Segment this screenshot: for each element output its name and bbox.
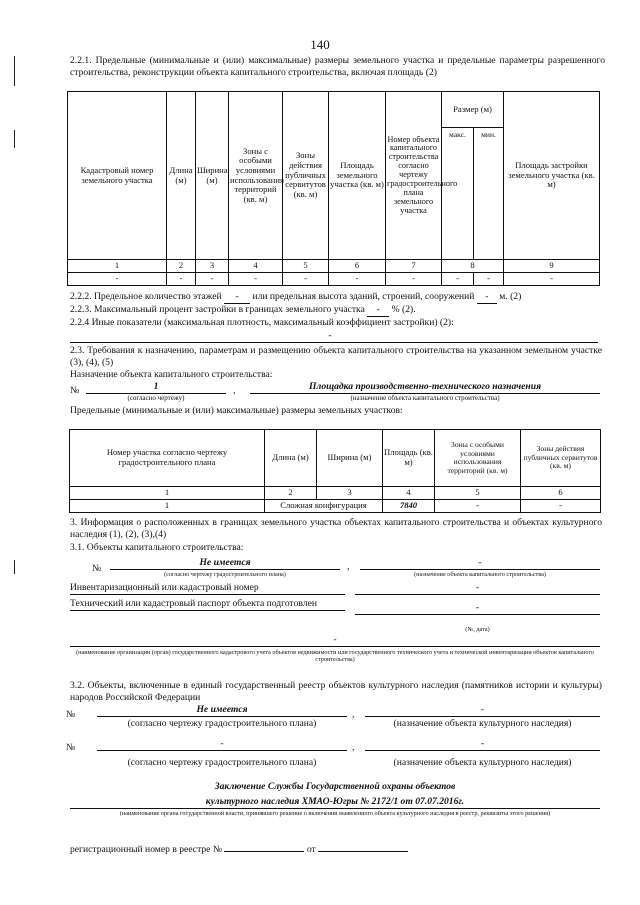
cell-value: - (474, 273, 504, 286)
s224-value: - (328, 330, 332, 341)
section-23-heading: 2.3. Требования к назначению, параметрам и размещению объекта капитального строительства на указанном земельном участке (3), (4), (5) (70, 345, 602, 368)
registry-line (70, 843, 408, 856)
s31-caption-purpose: (назначение объекта капитального строительства) (414, 571, 546, 578)
col-number: 1 (68, 260, 167, 273)
section-221-heading: 2.2.1. Предельные (минимальные и (или) максимальные) размеры земельного участка и предельные параметры разрешенного строительства, реконструкции объекта капитального строительства, включая площадь (2) (70, 55, 605, 78)
cell-area: 7840 (383, 500, 435, 513)
plots-table (69, 429, 601, 513)
th-length: Длина (м) (265, 430, 317, 487)
col-number: 5 (283, 260, 329, 273)
s222-floors-value: - (224, 291, 250, 304)
s31-no-label: № (92, 563, 102, 574)
divider (70, 342, 598, 343)
col-number: 8 (442, 260, 504, 273)
registry-number-field (224, 843, 304, 852)
s23-purpose-value: Площадка производственно-технического назначения (250, 381, 600, 394)
scan-mark-left (14, 560, 15, 574)
th-servitude: Зоны действия публичных сервитутов (кв. м) (283, 92, 329, 260)
col-number: 5 (435, 487, 521, 500)
divider (70, 808, 600, 809)
col-number: 6 (521, 487, 601, 500)
s32-object-value-1: Не имеется (97, 704, 347, 717)
s32-purpose-value-2: - (365, 738, 600, 751)
s23-plot-number: 1 (86, 381, 226, 394)
passport-date-caption: (№, дата) (465, 626, 490, 633)
org-caption: (наименование организации (орган) государственного кадастрового учета объектов недвижимости или государственного технического учета и технической инвентаризации объектов капитального строительства) (76, 649, 594, 664)
th-length: Длина (м) (167, 92, 196, 260)
col-number: 3 (317, 487, 383, 500)
conclusion-caption: (наименование органа государственной власти, принявшего решение о включении выявленного объекта культурного наследия в реестр, реквизиты этого решения) (119, 810, 551, 817)
cell-configuration: Сложная конфигурация (265, 500, 383, 513)
cell-value: - (329, 273, 386, 286)
s32-comma-2: , (352, 742, 355, 753)
conclusion-line-2: культурного наследия ХМАО-Югры № 2172/1 от 07.07.2016г. (205, 796, 465, 807)
s31-purpose-value: - (360, 557, 600, 570)
th-min: мин. (474, 128, 504, 260)
s23-comma: , (233, 385, 236, 396)
params-table (67, 91, 600, 286)
registry-date-field (318, 843, 408, 852)
cell-value: - (283, 273, 329, 286)
s31-comma: , (347, 561, 350, 572)
cell-value: - (229, 273, 283, 286)
conclusion-line-1: Заключение Службы Государственной охраны объектов (214, 781, 456, 792)
cell-zones: - (435, 500, 521, 513)
s222-text3: м. (2) (499, 291, 522, 302)
s32-purpose-value-1: - (365, 704, 600, 717)
col-number: 4 (229, 260, 283, 273)
s32-object-value-2: - (97, 738, 347, 751)
cell-servitude: - (521, 500, 601, 513)
col-number: 4 (383, 487, 435, 500)
col-number: 2 (265, 487, 317, 500)
s32-caption-purpose-1: (назначение объекта культурного наследия) (393, 718, 572, 729)
section-32-heading: 3.2. Объекты, включенные в единый государственный реестр объектов культурного наследия (памятников истории и культуры) народов Российской Федерации (70, 680, 602, 703)
section-222 (70, 291, 610, 304)
th-cadastral: Кадастровый номер земельного участка (68, 92, 167, 260)
section-224: 2.2.4 Иные показатели (максимальная плотность, максимальный коэффициент застройки) (2): (70, 317, 454, 328)
cell-value: - (504, 273, 600, 286)
section-3-heading: 3. Информация о расположенных в границах земельного участка объектах капитального строительства и объектах культурного наследия (1), (2), (3),(4) (70, 517, 602, 540)
s222-height-value: - (477, 291, 497, 304)
section-31-heading: 3.1. Объекты капитального строительства: (70, 542, 244, 553)
th-object-number: Номер объекта капитального строительства согласно чертежу градостроительного плана земельного участка (386, 92, 442, 260)
col-number: 6 (329, 260, 386, 273)
s32-no-label-2: № (66, 742, 76, 753)
passport-label: Технический или кадастровый паспорт объекта подготовлен (70, 598, 345, 611)
s222-text2: или предельная высота зданий, строений, сооружений (252, 291, 475, 302)
s222-text1: 2.2.2. Предельное количество этажей (70, 291, 222, 302)
passport-value: - (355, 602, 600, 615)
inventory-label: Инвентаризационный или кадастровый номер (70, 582, 345, 595)
scan-mark-left (14, 130, 15, 148)
s23-purpose-label: Назначение объекта капитального строительства: (70, 369, 273, 380)
scan-mark-left (14, 56, 15, 86)
registry-label: регистрационный номер в реестре № (70, 844, 222, 855)
th-size: Размер (м) (442, 92, 504, 128)
th-width: Ширина (м) (196, 92, 229, 260)
col-number: 1 (70, 487, 265, 500)
s32-comma-1: , (352, 709, 355, 720)
s23-caption-drawing: (согласно чертежу) (127, 394, 185, 402)
th-area: Площадь земельного участка (кв. м) (329, 92, 386, 260)
th-area: Площадь (кв. м) (383, 430, 435, 487)
s32-no-label-1: № (66, 709, 76, 720)
th-building-area: Площадь застройки земельного участка (кв. м) (504, 92, 600, 260)
th-max: макс. (442, 128, 474, 260)
th-plot-number: Номер участка согласно чертежу градостроительного плана (70, 430, 265, 487)
s31-object-value: Не имеется (110, 557, 340, 570)
th-width: Ширина (м) (317, 430, 383, 487)
s223-percent-value: - (367, 304, 389, 317)
org-value: - (70, 634, 600, 647)
s32-caption-drawing-1: (согласно чертежу градостроительного плана) (127, 718, 317, 729)
s23-no-label: № (70, 385, 80, 396)
cell-value: - (386, 273, 442, 286)
s31-caption-drawing: (согласно чертежу градостроительного плана) (164, 571, 286, 578)
s32-caption-drawing-2: (согласно чертежу градостроительного плана) (127, 757, 317, 768)
s223-text2: % (2). (391, 304, 416, 315)
registry-from-label: от (306, 844, 316, 855)
cell-value: - (167, 273, 196, 286)
th-servitude: Зоны действия публичных сервитутов (кв. м) (521, 430, 601, 487)
s223-text1: 2.2.3. Максимальный процент застройки в границах земельного участка (70, 304, 365, 315)
s23-limits-label: Предельные (минимальные и (или) максимальные) размеры земельных участков: (70, 405, 403, 416)
col-number: 2 (167, 260, 196, 273)
s32-caption-purpose-2: (назначение объекта культурного наследия) (393, 757, 572, 768)
cell-plot: 1 (70, 500, 265, 513)
col-number: 9 (504, 260, 600, 273)
cell-value: - (68, 273, 167, 286)
section-223 (70, 304, 610, 317)
th-zones: Зоны с особыми условиями использования территорий (кв. м) (435, 430, 521, 487)
inventory-value: - (355, 582, 600, 595)
th-zones: Зоны с особыми условиями использования территорий (кв. м) (229, 92, 283, 260)
col-number: 3 (196, 260, 229, 273)
s23-caption-purpose: (назначение объекта капитального строительства) (350, 394, 500, 402)
page-number: 140 (310, 37, 330, 52)
col-number: 7 (386, 260, 442, 273)
cell-value: - (196, 273, 229, 286)
cell-value: - (442, 273, 474, 286)
